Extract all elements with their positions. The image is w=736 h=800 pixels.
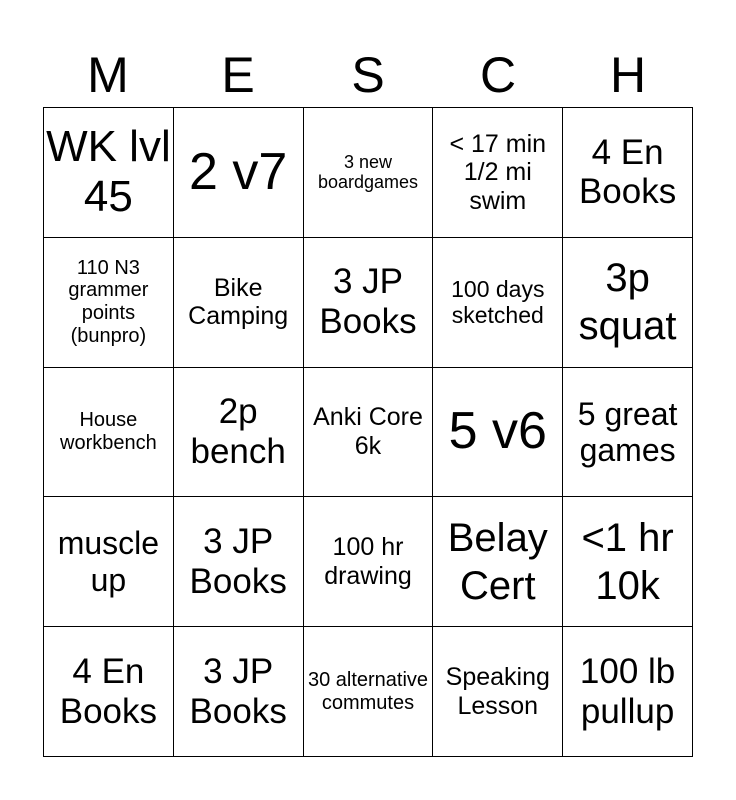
bingo-header — [43, 42, 693, 108]
bingo-cell[interactable] — [433, 627, 563, 757]
header-letter-c: C — [479, 47, 517, 103]
cell-text: 5 great games — [577, 395, 678, 468]
header-letter-s: S — [351, 47, 385, 103]
bingo-cell[interactable] — [563, 368, 693, 498]
cell-text: muscle up — [57, 525, 160, 598]
bingo-cell[interactable] — [174, 627, 304, 757]
cell-text: Speaking Lesson — [445, 663, 550, 720]
bingo-cell[interactable] — [174, 497, 304, 627]
bingo-cell[interactable] — [563, 497, 693, 627]
cell-text: 2 v7 — [189, 142, 288, 201]
cell-text: 100 lb pullup — [579, 651, 676, 731]
bingo-cell[interactable] — [304, 627, 434, 757]
cell-text: Belay Cert — [447, 515, 548, 608]
cell-text: 3 JP Books — [189, 651, 287, 731]
cell-text: 3p squat — [578, 256, 677, 349]
cell-text: < 17 min 1/2 mi swim — [449, 129, 547, 215]
bingo-cell[interactable] — [304, 108, 434, 238]
cell-text: Anki Core 6k — [313, 403, 423, 460]
cell-text: 110 N3 grammer points (bunpro) — [68, 256, 149, 347]
cell-text: 100 hr drawing — [324, 533, 412, 590]
bingo-cell[interactable] — [433, 108, 563, 238]
bingo-cell[interactable] — [174, 108, 304, 238]
bingo-cell[interactable] — [44, 108, 174, 238]
cell-text: 3 JP Books — [189, 521, 287, 601]
bingo-cell[interactable] — [44, 627, 174, 757]
bingo-cell[interactable] — [433, 368, 563, 498]
cell-text: Bike Camping — [188, 273, 289, 331]
bingo-cell[interactable] — [304, 238, 434, 368]
header-letter-e: E — [221, 47, 255, 103]
bingo-cell[interactable] — [304, 497, 434, 627]
cell-text: 30 alternative commutes — [307, 668, 429, 714]
bingo-cell[interactable] — [44, 368, 174, 498]
cell-text: 4 En Books — [59, 651, 158, 731]
bingo-cell[interactable] — [563, 108, 693, 238]
bingo-cell[interactable] — [563, 627, 693, 757]
header-letter-m: M — [87, 47, 129, 103]
bingo-cell[interactable] — [44, 238, 174, 368]
header-letter-h: H — [609, 47, 647, 103]
bingo-cell[interactable] — [433, 497, 563, 627]
bingo-cell[interactable] — [304, 368, 434, 498]
cell-text: <1 hr 10k — [581, 515, 674, 608]
cell-text: 100 days sketched — [451, 275, 545, 329]
cell-text: House workbench — [60, 409, 157, 454]
bingo-cell[interactable] — [174, 238, 304, 368]
cell-text: 3 new boardgames — [317, 151, 419, 193]
cell-text: 5 v6 — [448, 402, 547, 461]
bingo-cell[interactable] — [44, 497, 174, 627]
bingo-cell[interactable] — [433, 238, 563, 368]
cell-text: 2p bench — [190, 392, 286, 471]
bingo-cell[interactable] — [563, 238, 693, 368]
bingo-cell[interactable] — [174, 368, 304, 498]
cell-text: 3 JP Books — [319, 262, 417, 342]
cell-text: 4 En Books — [578, 132, 677, 212]
bingo-board — [43, 107, 693, 757]
cell-text: WK lvl 45 — [46, 122, 171, 222]
